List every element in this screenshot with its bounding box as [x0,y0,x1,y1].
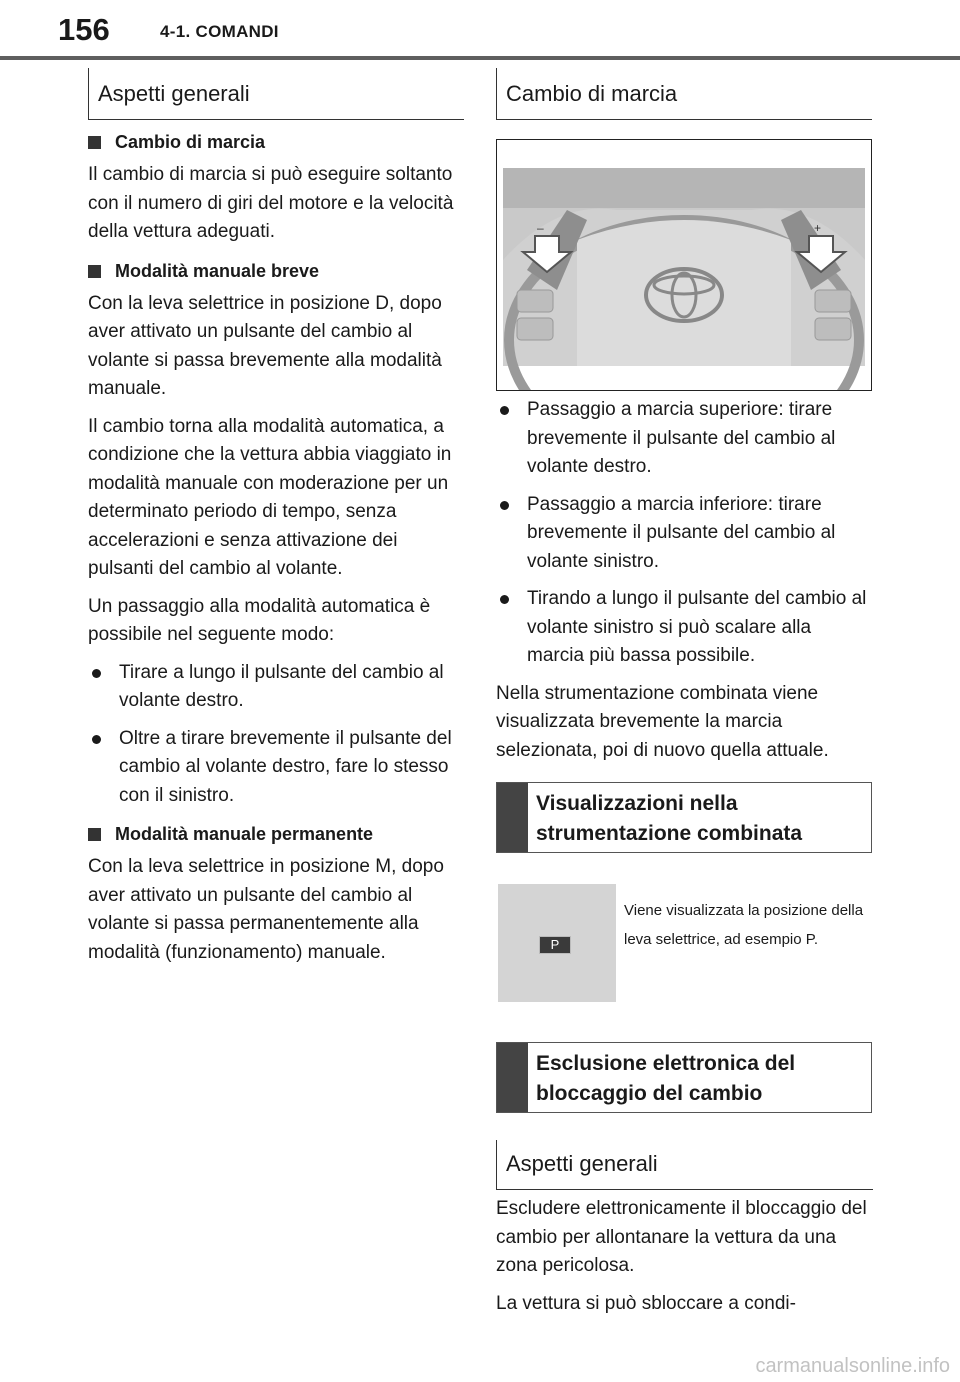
paragraph: Il cambio di marcia si può eseguire soltanto con il numero di giri del motore e la velocità della vettura adeguati. [88,164,454,242]
bullet-text: Tirare a lungo il pulsante del cambio al volante destro. [119,661,444,711]
subheading-permanent-manual [88,824,464,845]
bullet-item [88,725,464,811]
gear-description: Viene visualizzata la posizione della leva selettrice, ad esempio P. [624,902,864,948]
bullet-text: Oltre a tirare brevemente il pulsante del cambio al volante destro, fare lo stesso con il sinistro. [119,727,452,806]
paddle-minus-label: – [537,221,544,235]
bullet-text: Passaggio a marcia inferiore: tirare brevemente il pulsante del cambio al volante sinistro. [527,493,836,572]
section-box-unlock [496,1042,872,1113]
paragraph: Un passaggio alla modalità automatica è possibile nel seguente modo: [88,595,431,645]
bullet-dot-icon [92,735,101,744]
gear-display-image [498,884,616,1002]
paragraph: Con la leva selettrice in posizione D, dopo aver attivato un pulsante del cambio al volante si passa brevemente alla modalità manuale. [88,292,442,399]
bullet-item [496,491,872,577]
bullet-item [496,396,872,482]
section-title-general-2: Aspetti generali [496,1140,873,1190]
subheading-text: Modalità manuale permanente [115,824,374,844]
square-bullet-icon [88,265,101,278]
bullet-dot-icon [92,669,101,678]
section-title-gear-change: Cambio di marcia [496,68,872,120]
page-number: 156 [58,12,110,47]
left-column [88,68,464,976]
square-bullet-icon [88,136,101,149]
steering-wheel-figure [496,139,872,391]
right-column [496,68,872,132]
paragraph: Con la leva selettrice in posizione M, dopo aver attivato un pulsante del cambio al volante si passa permanentemente alla modalità (funzionamento) manuale. [88,856,444,963]
section-box-bar [497,1043,528,1112]
bullet-dot-icon [500,595,509,604]
bullet-text: Passaggio a marcia superiore: tirare brevemente il pulsante del cambio al volante destro. [527,399,836,477]
square-bullet-icon [88,828,101,841]
subheading-text: Cambio di marcia [115,132,266,152]
chapter-title: 4-1. COMANDI [160,22,279,41]
paragraph: Nella strumentazione combinata viene visualizzata brevemente la marcia selezionata, poi di nuovo quella attuale. [496,682,829,761]
bullet-item [88,659,464,716]
steering-wheel-illustration [497,140,871,390]
bullet-item [496,585,872,671]
paragraph: Escludere elettronicamente il bloccaggio del cambio per allontanare la vettura da una zona pericolosa. [496,1198,867,1276]
header-rule [0,56,960,60]
bullet-dot-icon [500,406,509,415]
section-box-title: Visualizzazioni nella strumentazione combinata [536,792,803,845]
paragraph: La vettura si può sbloccare a condi- [496,1292,796,1314]
section-box-bar [497,783,528,852]
section-box-title: Esclusione elettronica del bloccaggio del cambio [536,1052,796,1105]
bullet-dot-icon [500,501,509,510]
paragraph: Il cambio torna alla modalità automatica, a condizione che la vettura abbia viaggiato in modalità manuale con moderazione per un determinato periodo di tempo, senza accelerazioni e senza attivazione dei pulsanti del cambio al volante. [88,415,452,579]
section-box-displays [496,782,872,853]
subheading-gear-change [88,132,464,153]
bullet-text: Tirando a lungo il pulsante del cambio al volante sinistro si può scalare alla marcia più bassa possibile. [527,588,867,666]
subheading-text: Modalità manuale breve [115,260,320,281]
gear-indicator: P [539,936,571,954]
paddle-plus-label: + [814,221,822,235]
section-title-general: Aspetti generali [88,68,464,120]
watermark: carmanualsonline.info [755,1355,950,1377]
subheading-short-manual [88,261,464,282]
right-bullets [496,396,872,774]
right-bottom-text [496,1195,872,1327]
